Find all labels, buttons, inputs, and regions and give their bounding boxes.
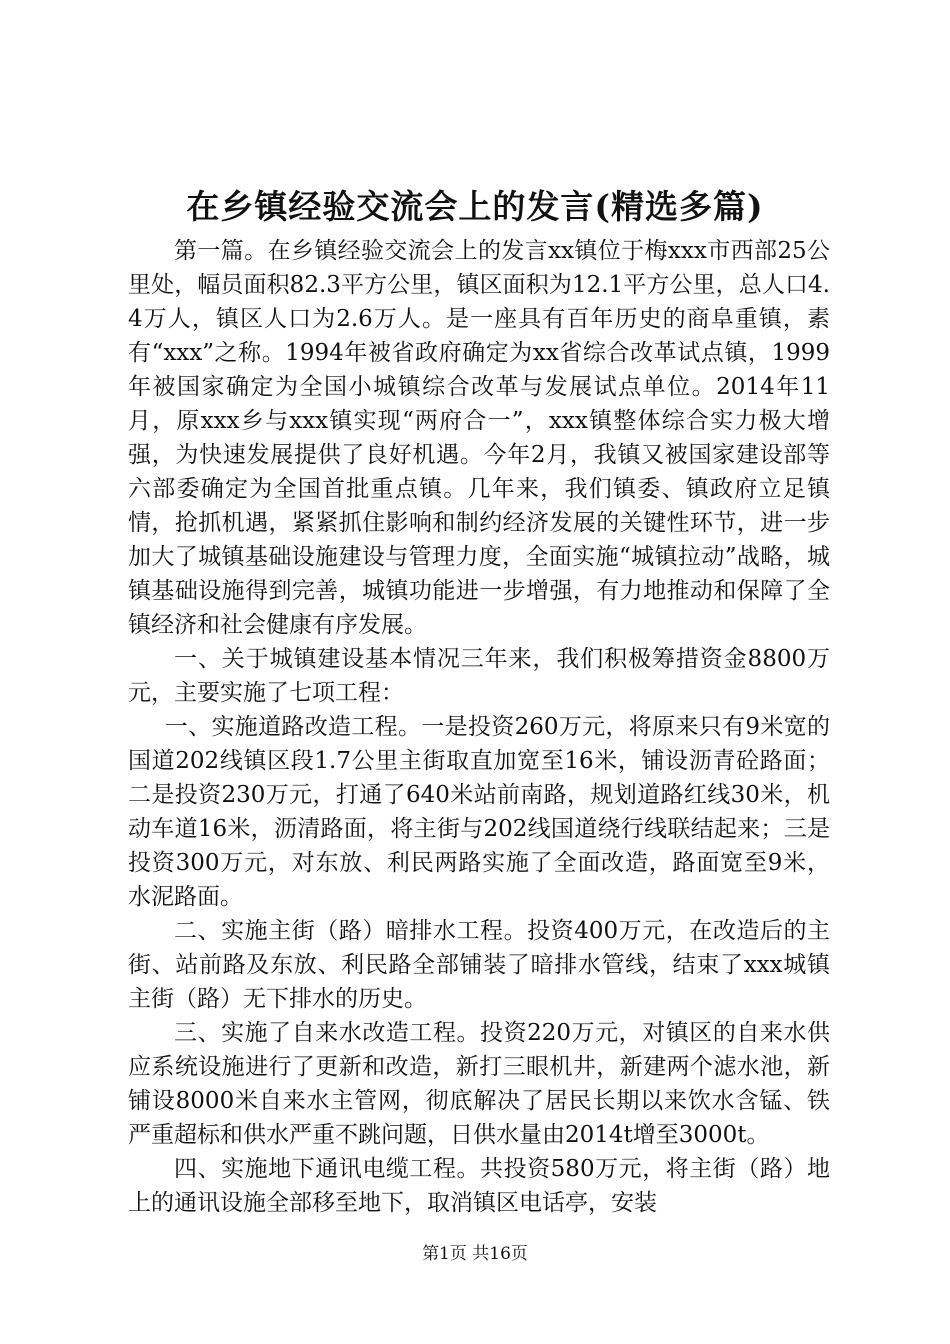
- paragraph-drainage-project: 二、实施主街（路）暗排水工程。投资400万元，在改造后的主街、站前路及东放、利民路全部铺装了暗排水管线，结束了xxx城镇主街（路）无下排水的历史。: [128, 918, 830, 1012]
- paragraph-overview: 一、关于城镇建设基本情况三年来，我们积极筹措资金8800万元，主要实施了七项工程：: [128, 646, 830, 706]
- paragraph-intro: 第一篇。在乡镇经验交流会上的发言xx镇位于梅xxx市西部25公里处，幅员面积82.3平方公里，镇区面积为12.1平方公里，总人口4.4万人，镇区人口为2.6万人。是一座具有百年历史的商阜重镇，素有“xxx”之称。1994年被省政府确定为xx省综合改革试点镇，1999年被国家确定为全国小城镇综合改革与发展试点单位。2014年11月，原xxx乡与xxx镇实现“两府合一”，xxx镇整体综合实力极大增强，为快速发展提供了良好机遇。今年2月，我镇又被国家建设部等六部委确定为全国首批重点镇。几年来，我们镇委、镇政府立足镇情，抢抓机遇，紧紧抓住影响和制约经济发展的关键性环节，进一步加大了城镇基础设施建设与管理力度，全面实施“城镇拉动”战略，城镇基础设施得到完善，城镇功能进一步增强，有力地推动和保障了全镇经济和社会健康有序发展。: [128, 238, 830, 638]
- paragraph-water-project: 三、实施了自来水改造工程。投资220万元，对镇区的自来水供应系统设施进行了更新和改造，新打三眼机井，新建两个滤水池，新铺设8000米自来水主管网，彻底解决了居民长期以来饮水含锰、铁严重超标和供水严重不跳问题，日供水量由2014t增至3000t。: [128, 1020, 830, 1148]
- page-number-footer: 第1页 共16页: [422, 1244, 528, 1264]
- paragraph-road-project: 一、实施道路改造工程。一是投资260万元，将原来只有9米宽的国道202线镇区段1.7公里主街取直加宽至16米，铺设沥青砼路面；二是投资230万元，打通了640米站前南路，规划道路红线30米，机动车道16米，沥清路面，将主街与202线国道绕行线联结起来；三是投资300万元，对东放、利民两路实施了全面改造，路面宽至9米，水泥路面。: [128, 714, 830, 910]
- document-body: [128, 234, 830, 1220]
- document-title: 在乡镇经验交流会上的发言(精选多篇): [186, 187, 764, 226]
- paragraph-cable-project: 四、实施地下通讯电缆工程。共投资580万元，将主街（路）地上的通讯设施全部移至地下，取消镇区电话亭，安装: [128, 1156, 830, 1216]
